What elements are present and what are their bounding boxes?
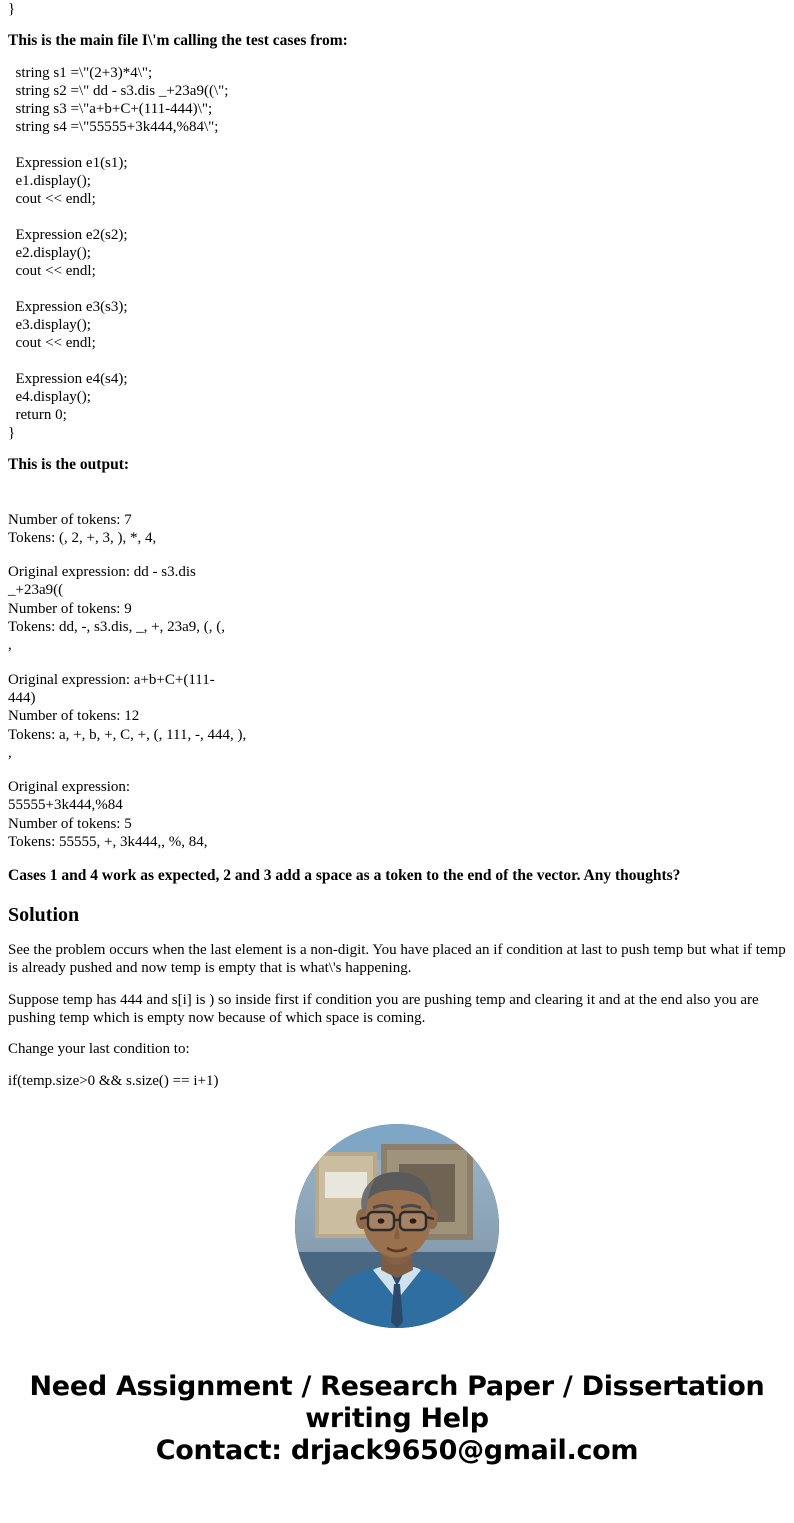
- code-line: e4.display();: [8, 389, 91, 406]
- output-line: Tokens: dd, -, s3.dis, _, +, 23a9, (, (,: [8, 619, 225, 636]
- solution-code-line: if(temp.size>0 && s.size() == i+1): [8, 1072, 219, 1089]
- solution-heading: Solution: [8, 903, 80, 926]
- code-line: return 0;: [8, 407, 67, 424]
- code-line: e2.display();: [8, 245, 91, 262]
- footer-line-1: Need Assignment / Research Paper / Dissertation: [29, 1370, 765, 1402]
- main-code-block: [8, 64, 786, 442]
- code-line: string s4 =\"55555+3k444,%84\";: [8, 119, 219, 136]
- output-heading: This is the output:: [8, 456, 130, 474]
- output-line: 55555+3k444,%84: [8, 797, 123, 814]
- main-file-heading: This is the main file I\'m calling the test cases from:: [8, 32, 348, 49]
- output-line: Number of tokens: 12: [8, 708, 140, 725]
- code-line: Expression e3(s3);: [8, 299, 128, 316]
- output-group: [8, 778, 786, 851]
- output-line: ,: [8, 744, 12, 761]
- output-line: Tokens: 55555, +, 3k444,, %, 84,: [8, 834, 208, 851]
- code-line: cout << endl;: [8, 263, 96, 280]
- output-line: _+23a9((: [8, 582, 64, 599]
- footer-line-2: writing Help: [305, 1403, 489, 1435]
- avatar: [295, 1124, 499, 1328]
- code-line: cout << endl;: [8, 335, 96, 352]
- code-line: Expression e2(s2);: [8, 227, 128, 244]
- footer-line-3: Contact: drjack9650@gmail.com: [155, 1435, 639, 1467]
- code-line-blank: [8, 280, 786, 298]
- output-line: ,: [8, 637, 12, 654]
- code-line: string s2 =\" dd - s3.dis _+23a9((\";: [8, 83, 229, 100]
- code-line-blank: [8, 136, 786, 154]
- output-group: [8, 511, 786, 548]
- code-line: string s1 =\"(2+3)*4\";: [8, 65, 153, 82]
- solution-paragraph: Suppose temp has 444 and s[i] is ) so inside first if condition you are pushing temp and clearing it and at the end also you are pushing temp which is empty now because of which space is coming.: [8, 991, 759, 1027]
- output-line: 444): [8, 689, 36, 706]
- output-group: [8, 671, 786, 762]
- output-group: [8, 563, 786, 654]
- output-line: Original expression: a+b+C+(111-: [8, 671, 215, 688]
- output-line: Original expression: dd - s3.dis: [8, 564, 196, 581]
- output-line: Number of tokens: 5: [8, 815, 132, 832]
- code-line: }: [8, 425, 16, 442]
- code-line-blank: [8, 352, 786, 370]
- cases-note: Cases 1 and 4 work as expected, 2 and 3 add a space as a token to the end of the vector. Any thoughts?: [8, 867, 681, 885]
- code-line: }: [8, 1, 16, 17]
- output-line: Tokens: a, +, b, +, C, +, (, 111, -, 444, ),: [8, 726, 247, 743]
- output-line: Tokens: (, 2, +, 3, ), *, 4,: [8, 529, 157, 546]
- code-line: Expression e1(s1);: [8, 155, 128, 172]
- solution-paragraph: Change your last condition to:: [8, 1041, 190, 1058]
- profile-photo-icon: [295, 1124, 499, 1328]
- output-line: Number of tokens: 7: [8, 511, 132, 528]
- code-line: e3.display();: [8, 317, 91, 334]
- footer-contact: [8, 1372, 786, 1467]
- code-line: e1.display();: [8, 173, 91, 190]
- avatar-container: [8, 1124, 786, 1328]
- code-line: Expression e4(s4);: [8, 371, 128, 388]
- top-code-fragment: [8, 0, 786, 18]
- output-line: Number of tokens: 9: [8, 600, 132, 617]
- code-line: string s3 =\"a+b+C+(111-444)\";: [8, 101, 213, 118]
- solution-paragraph: See the problem occurs when the last element is a non-digit. You have placed an if condition at last to push temp but what if temp is already pushed and now temp is empty that is what\'s happening.: [8, 942, 786, 977]
- spacer: [8, 489, 786, 511]
- code-line-blank: [8, 208, 786, 226]
- code-line: cout << endl;: [8, 191, 96, 208]
- output-line: Original expression:: [8, 779, 131, 796]
